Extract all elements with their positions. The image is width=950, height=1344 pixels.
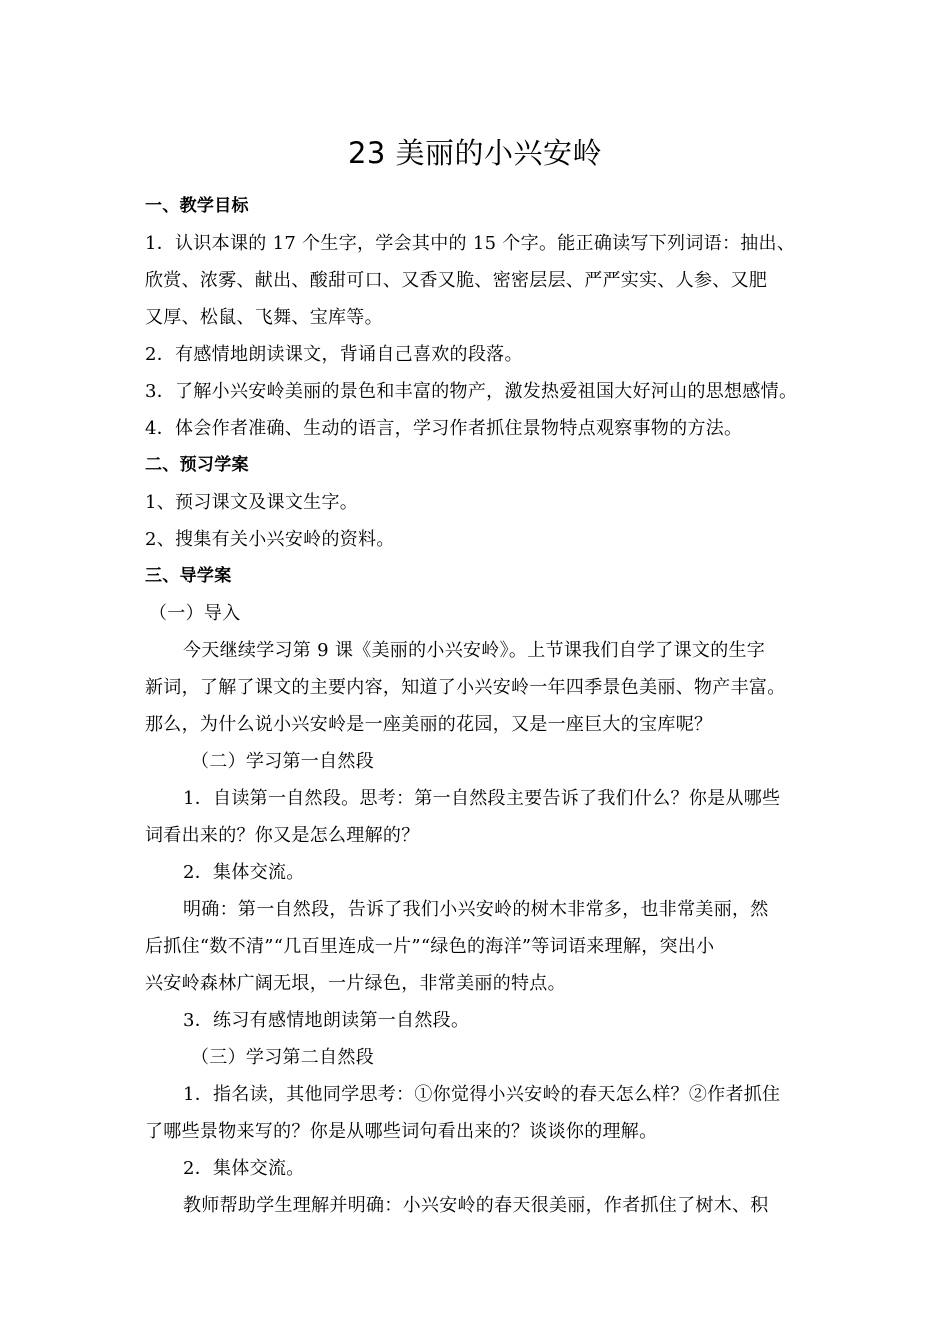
text-line: 2．有感情地朗读课文，背诵自己喜欢的段落。	[145, 344, 523, 365]
document-body	[145, 188, 820, 1224]
text-line: 1．自读第一自然段。思考：第一自然段主要告诉了我们什么？你是从哪些	[183, 788, 781, 809]
text-line: 新词，了解了课文的主要内容，知道了小兴安岭一年四季景色美丽、物产丰富。	[145, 677, 786, 698]
text-line: 1、预习课文及课文生字。	[145, 492, 359, 513]
text-line: 2、搜集有关小兴安岭的资料。	[145, 529, 395, 550]
text-line: （二）学习第一自然段	[191, 751, 374, 772]
text-line: 2．集体交流。	[183, 862, 305, 883]
text-line: 3．了解小兴安岭美丽的景色和丰富的物产，激发热爱祖国大好河山的思想感情。	[145, 381, 798, 402]
text-line: 兴安岭森林广阔无垠，一片绿色，非常美丽的特点。	[145, 973, 566, 994]
section-heading: 三、导学案	[145, 566, 232, 586]
text-line: 2．集体交流。	[183, 1158, 305, 1179]
text-line: 了哪些景物来写的？你是从哪些词句看出来的？谈谈你的理解。	[145, 1121, 658, 1142]
text-line: 1．指名读，其他同学思考：①你觉得小兴安岭的春天怎么样？②作者抓住	[183, 1084, 781, 1105]
text-line: 词看出来的？你又是怎么理解的？	[145, 825, 420, 846]
text-line: 后抓住“数不清”“几百里连成一片”“绿色的海洋”等词语来理解，突出小	[145, 936, 715, 957]
text-line: 欣赏、浓雾、献出、酸甜可口、又香又脆、密密层层、严严实实、人参、又肥	[145, 270, 768, 291]
text-line: （三）学习第二自然段	[191, 1047, 374, 1068]
text-line: 又厚、松鼠、飞舞、宝库等。	[145, 307, 383, 328]
text-line: 今天继续学习第 9 课《美丽的小兴安岭》。上节课我们自学了课文的生字	[183, 640, 766, 661]
text-line: （一）导入	[149, 603, 241, 624]
text-line: 1．认识本课的 17 个生字，学会其中的 15 个字。能正确读写下列词语：抽出、	[145, 233, 796, 254]
section-heading: 一、教学目标	[145, 196, 249, 216]
text-line: 那么，为什么说小兴安岭是一座美丽的花园，又是一座巨大的宝库呢？	[145, 714, 713, 735]
text-line: 教师帮助学生理解并明确：小兴安岭的春天很美丽，作者抓住了树木、积	[183, 1195, 769, 1216]
text-line: 4．体会作者准确、生动的语言，学习作者抓住景物特点观察事物的方法。	[145, 418, 743, 439]
section-heading: 二、预习学案	[145, 455, 249, 475]
page-title: 23 美丽的小兴安岭	[347, 136, 603, 170]
text-line: 明确：第一自然段，告诉了我们小兴安岭的树木非常多，也非常美丽，然	[183, 899, 769, 920]
text-line: 3．练习有感情地朗读第一自然段。	[183, 1010, 470, 1031]
